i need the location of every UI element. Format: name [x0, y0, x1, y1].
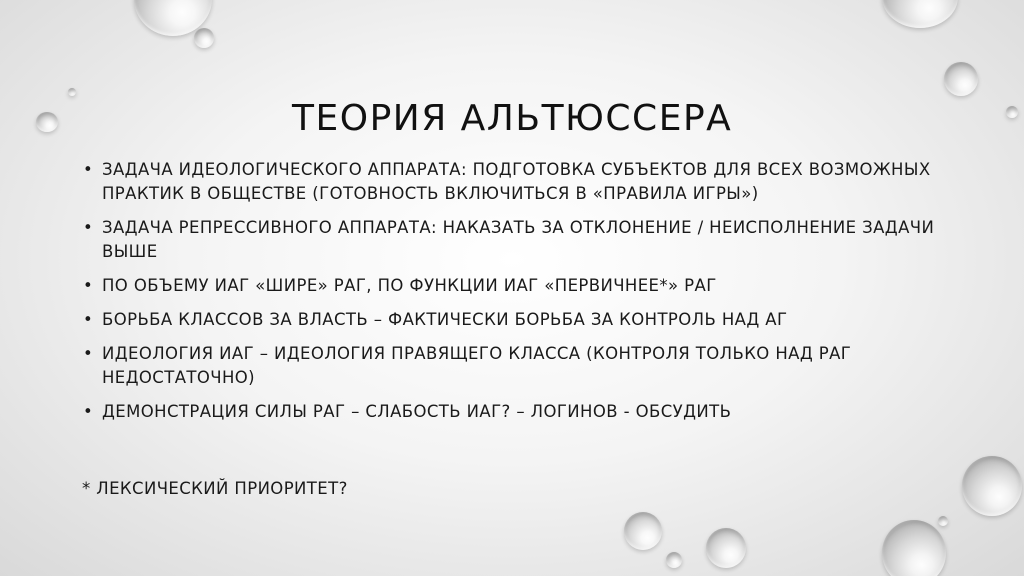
water-drop-decoration: [36, 112, 58, 132]
bullet-list: [82, 158, 942, 434]
water-drop-decoration: [944, 62, 978, 96]
list-item: • ЗАДАЧА РЕПРЕССИВНОГО АППАРАТА: НАКАЗАТЬ ЗА ОТКЛОНЕНИЕ / НЕИСПОЛНЕНИЕ ЗАДАЧИ ВЫШЕ: [82, 216, 942, 264]
water-drop-decoration: [624, 512, 662, 550]
water-drop-decoration: [706, 528, 746, 568]
slide-title: ТЕОРИЯ АЛЬТЮССЕРА: [292, 98, 733, 139]
water-drop-decoration: [938, 516, 948, 526]
list-item: • БОРЬБА КЛАССОВ ЗА ВЛАСТЬ – ФАКТИЧЕСКИ БОРЬБА ЗА КОНТРОЛЬ НАД АГ: [82, 308, 942, 332]
water-drop-decoration: [666, 552, 682, 568]
water-drop-decoration: [68, 88, 76, 96]
list-item: • ИДЕОЛОГИЯ ИАГ – ИДЕОЛОГИЯ ПРАВЯЩЕГО КЛАССА (КОНТРОЛЯ ТОЛЬКО НАД РАГ НЕДОСТАТОЧНО): [82, 342, 942, 390]
footnote: * ЛЕКСИЧЕСКИЙ ПРИОРИТЕТ?: [82, 479, 348, 498]
water-drop-decoration: [194, 28, 214, 48]
list-item: • ПО ОБЪЕМУ ИАГ «ШИРЕ» РАГ, ПО ФУНКЦИИ ИАГ «ПЕРВИЧНЕЕ*» РАГ: [82, 274, 942, 298]
list-item: • ДЕМОНСТРАЦИЯ СИЛЫ РАГ – СЛАБОСТЬ ИАГ? – ЛОГИНОВ - ОБСУДИТЬ: [82, 400, 942, 424]
list-item: • ЗАДАЧА ИДЕОЛОГИЧЕСКОГО АППАРАТА: ПОДГОТОВКА СУБЪЕКТОВ ДЛЯ ВСЕХ ВОЗМОЖНЫХ ПРАКТИК В ОБЩЕСТВЕ (ГОТОВНОСТЬ ВКЛЮЧИТЬСЯ В «ПРАВИЛА ИГРЫ»): [82, 158, 942, 206]
water-drop-decoration: [962, 456, 1022, 516]
water-drop-decoration: [882, 0, 958, 28]
water-drop-decoration: [882, 520, 946, 576]
water-drop-decoration: [1006, 106, 1018, 118]
